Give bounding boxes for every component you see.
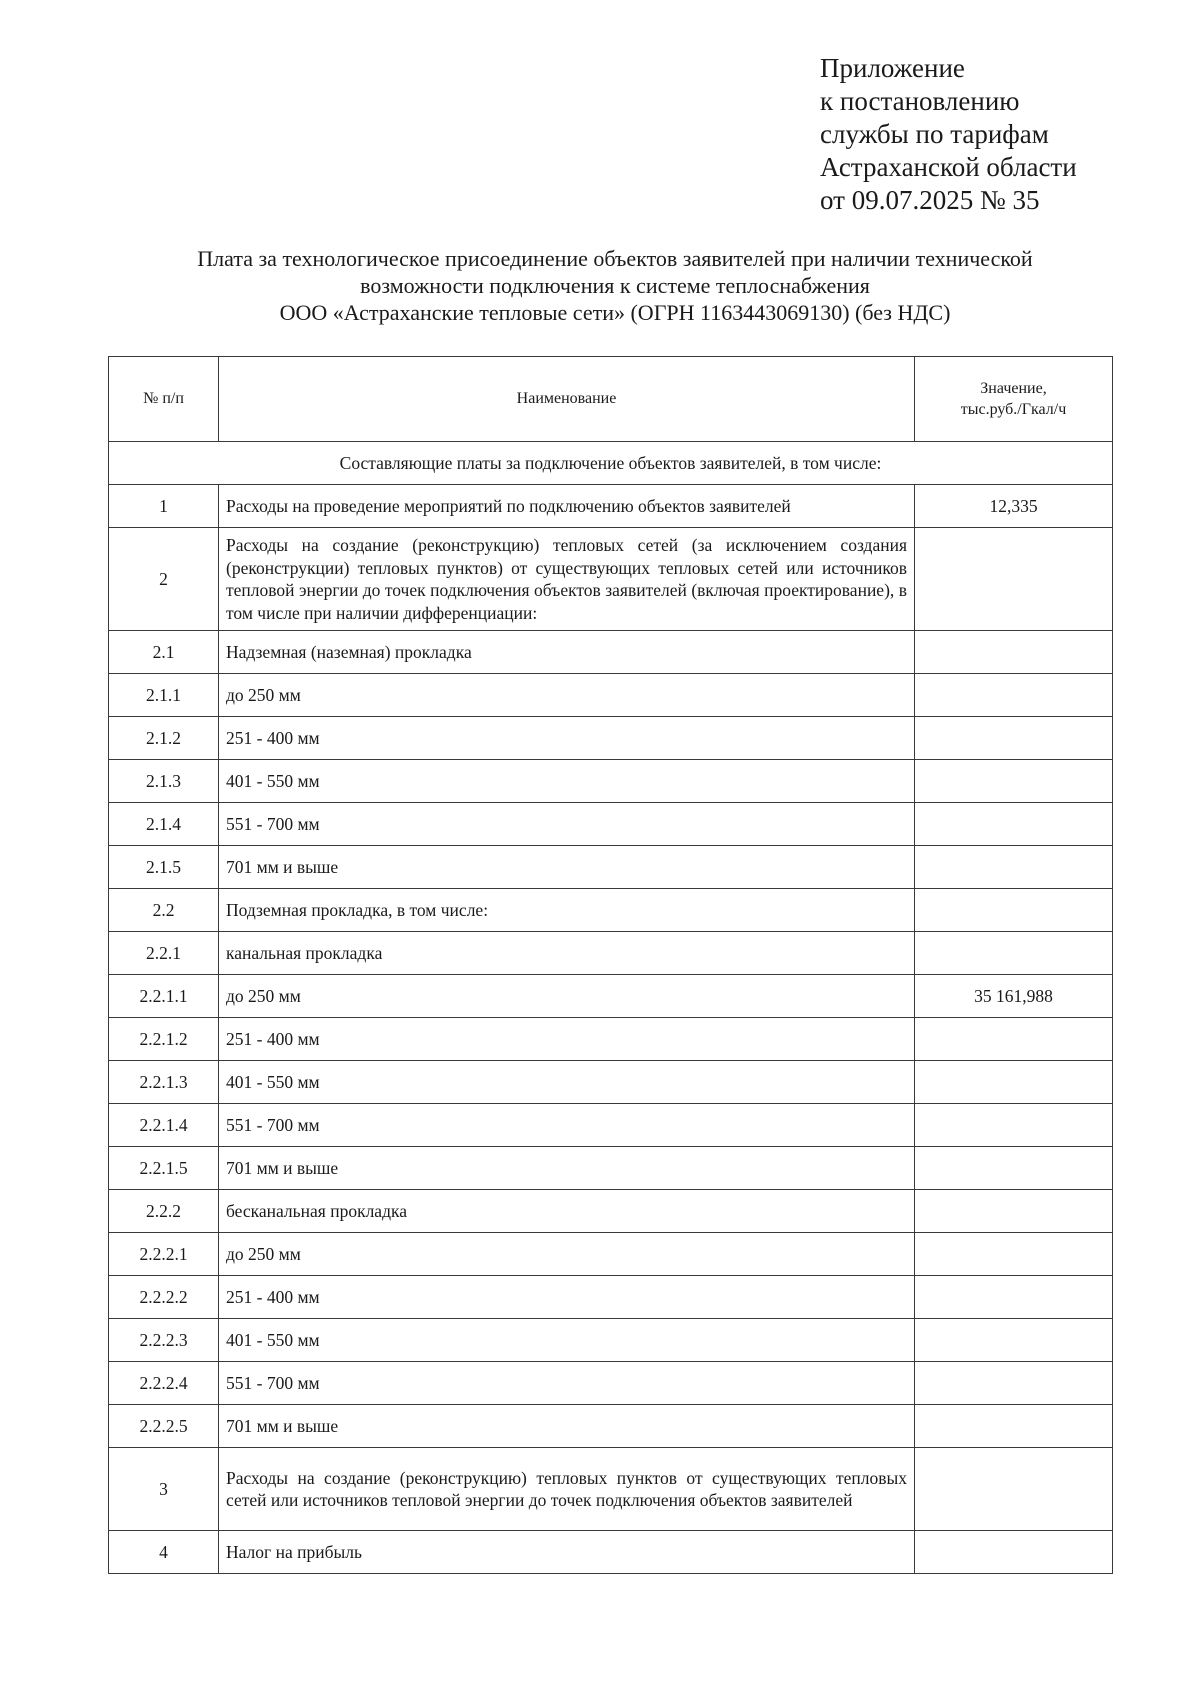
- document-title: [100, 245, 1130, 326]
- row-name: 401 - 550 мм: [219, 760, 915, 803]
- row-name: до 250 мм: [219, 975, 915, 1018]
- row-num: 2.2.1.2: [109, 1018, 219, 1061]
- row-value: [915, 1405, 1113, 1448]
- row-num: 2.2.1.1: [109, 975, 219, 1018]
- row-value: 35 161,988: [915, 975, 1113, 1018]
- row-name: 401 - 550 мм: [219, 1061, 915, 1104]
- row-value: [915, 932, 1113, 975]
- table-row: [109, 1061, 1113, 1104]
- section-row: [109, 442, 1113, 485]
- table-row: [109, 803, 1113, 846]
- tariff-table: [108, 356, 1113, 1574]
- row-name: до 250 мм: [219, 1233, 915, 1276]
- appendix-line: от 09.07.2025 № 35: [820, 185, 1040, 215]
- row-value: [915, 1190, 1113, 1233]
- row-num: 2.2.1.3: [109, 1061, 219, 1104]
- row-num: 1: [109, 485, 219, 528]
- row-num: 2.1.2: [109, 717, 219, 760]
- row-num: 2.2.2.1: [109, 1233, 219, 1276]
- row-value: [915, 1061, 1113, 1104]
- appendix-line: к постановлению: [820, 86, 1020, 116]
- appendix-line: Астраханской области: [820, 152, 1077, 182]
- row-num: 2.2: [109, 889, 219, 932]
- row-name: Расходы на создание (реконструкцию) тепловых пунктов от существующих тепловых сетей или источников тепловой энергии до точек подключения объектов заявителей: [219, 1448, 915, 1531]
- row-num: 2.2.1.4: [109, 1104, 219, 1147]
- table-row: [109, 631, 1113, 674]
- row-value: [915, 1448, 1113, 1531]
- table-row: [109, 975, 1113, 1018]
- header-value-line2: тыс.руб./Гкал/ч: [960, 401, 1067, 418]
- row-num: 2.1: [109, 631, 219, 674]
- row-num: 2.2.2.2: [109, 1276, 219, 1319]
- table-row: [109, 1531, 1113, 1574]
- row-num: 2.2.2.3: [109, 1319, 219, 1362]
- row-name: Расходы на проведение мероприятий по подключению объектов заявителей: [219, 485, 915, 528]
- row-value: [915, 1319, 1113, 1362]
- section-title: Составляющие платы за подключение объектов заявителей, в том числе:: [109, 442, 1113, 485]
- table-row: [109, 760, 1113, 803]
- row-value: [915, 760, 1113, 803]
- table-row: [109, 889, 1113, 932]
- row-name: 251 - 400 мм: [219, 1276, 915, 1319]
- title-line: ООО «Астраханские тепловые сети» (ОГРН 1163443069130) (без НДС): [279, 300, 951, 325]
- table-row: [109, 1147, 1113, 1190]
- title-line: Плата за технологическое присоединение объектов заявителей при наличии технической: [197, 246, 1033, 271]
- header-value-line1: Значение,: [980, 380, 1047, 397]
- table-row: [109, 1233, 1113, 1276]
- table-row: [109, 717, 1113, 760]
- table-row: [109, 1018, 1113, 1061]
- row-num: 2.2.2.5: [109, 1405, 219, 1448]
- row-name: канальная прокладка: [219, 932, 915, 975]
- appendix-line: Приложение: [820, 53, 965, 83]
- row-num: 2: [109, 528, 219, 631]
- row-name: 401 - 550 мм: [219, 1319, 915, 1362]
- row-num: 2.1.3: [109, 760, 219, 803]
- row-name: Налог на прибыль: [219, 1531, 915, 1574]
- row-name: 251 - 400 мм: [219, 717, 915, 760]
- table-row: [109, 1405, 1113, 1448]
- row-num: 2.1.5: [109, 846, 219, 889]
- table-row: [109, 1276, 1113, 1319]
- row-name: Подземная прокладка, в том числе:: [219, 889, 915, 932]
- row-num: 4: [109, 1531, 219, 1574]
- header-num: № п/п: [109, 357, 219, 442]
- row-name: 701 мм и выше: [219, 1147, 915, 1190]
- appendix-line: службы по тарифам: [820, 119, 1049, 149]
- header-name: Наименование: [219, 357, 915, 442]
- row-value: [915, 1018, 1113, 1061]
- row-name: 551 - 700 мм: [219, 1104, 915, 1147]
- row-value: [915, 803, 1113, 846]
- row-num: 3: [109, 1448, 219, 1531]
- table-row: [109, 1448, 1113, 1531]
- row-value: [915, 674, 1113, 717]
- header-value: [915, 357, 1113, 442]
- row-name: Расходы на создание (реконструкцию) тепловых сетей (за исключением создания (реконструкции) тепловых пунктов) от существующих тепловых сетей или источников тепловой энергии до точек подключения объектов заявителей (включая проектирование), в том числе при наличии дифференциации:: [219, 528, 915, 631]
- row-name: бесканальная прокладка: [219, 1190, 915, 1233]
- row-value: [915, 889, 1113, 932]
- row-value: [915, 846, 1113, 889]
- row-name: 551 - 700 мм: [219, 803, 915, 846]
- table-row: [109, 1104, 1113, 1147]
- row-value: [915, 528, 1113, 631]
- row-name: 701 мм и выше: [219, 1405, 915, 1448]
- table-row: [109, 932, 1113, 975]
- row-num: 2.2.1: [109, 932, 219, 975]
- table-row: [109, 485, 1113, 528]
- table-row: [109, 1362, 1113, 1405]
- row-name: 551 - 700 мм: [219, 1362, 915, 1405]
- row-num: 2.2.2.4: [109, 1362, 219, 1405]
- row-value: [915, 1276, 1113, 1319]
- row-num: 2.2.2: [109, 1190, 219, 1233]
- appendix-block: [820, 52, 1077, 217]
- row-value: 12,335: [915, 485, 1113, 528]
- table-row: [109, 1319, 1113, 1362]
- row-value: [915, 1147, 1113, 1190]
- row-name: 251 - 400 мм: [219, 1018, 915, 1061]
- row-value: [915, 1104, 1113, 1147]
- row-name: 701 мм и выше: [219, 846, 915, 889]
- row-value: [915, 631, 1113, 674]
- title-line: возможности подключения к системе теплоснабжения: [360, 273, 870, 298]
- row-num: 2.1.4: [109, 803, 219, 846]
- row-name: Надземная (наземная) прокладка: [219, 631, 915, 674]
- table-row: [109, 528, 1113, 631]
- row-value: [915, 1233, 1113, 1276]
- row-value: [915, 1362, 1113, 1405]
- row-num: 2.2.1.5: [109, 1147, 219, 1190]
- row-num: 2.1.1: [109, 674, 219, 717]
- table-header-row: [109, 357, 1113, 442]
- table-row: [109, 846, 1113, 889]
- table-row: [109, 674, 1113, 717]
- row-value: [915, 717, 1113, 760]
- row-name: до 250 мм: [219, 674, 915, 717]
- row-value: [915, 1531, 1113, 1574]
- table-row: [109, 1190, 1113, 1233]
